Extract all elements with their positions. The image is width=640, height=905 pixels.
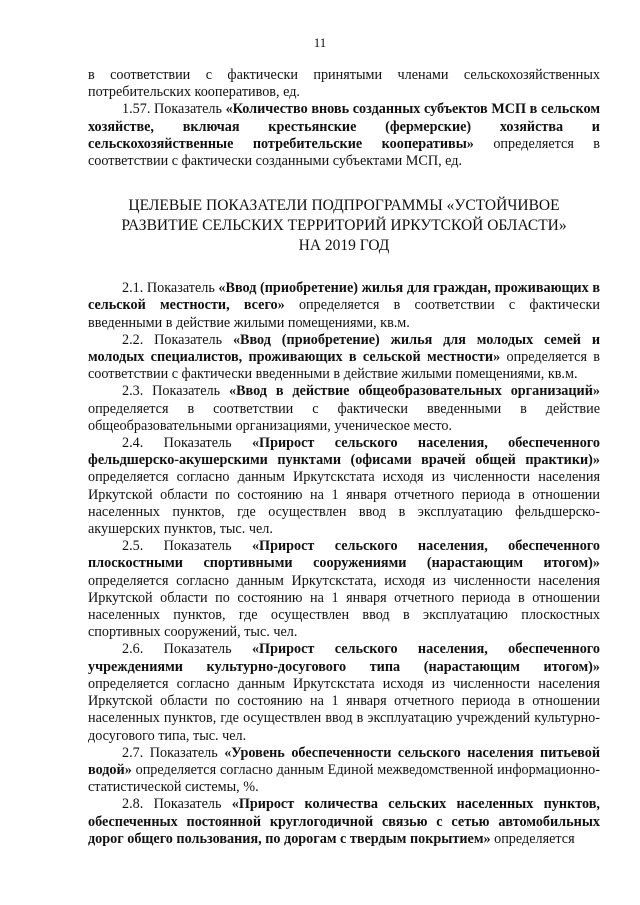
paragraph-suffix: определяется согласно данным Иркутскстата исходя из численности населения Иркутской области по состоянию на 1 января отчетного периода в отношении населенных пунктов, где осуществлен ввод в эксплуатацию учреждений культурно-досугового типа, тыс. чел. (88, 675, 600, 744)
indicator-name: «Ввод (приобретение) жилья для молодых семей и молодых специалистов, проживающих в сельской местности» (88, 331, 600, 366)
paragraph-suffix: определяется в соответствии с фактически введенными в действие жилыми помещениями, кв.м. (88, 349, 600, 383)
continuation-paragraph: в соответствии с фактически принятыми членами сельскохозяйственных потребительских кооперативов, ед. (88, 67, 600, 101)
heading-line-3: НА 2019 ГОД (298, 237, 390, 255)
indicator-paragraph-2-3 (88, 383, 600, 435)
indicator-paragraph-2-7 (88, 745, 600, 797)
paragraph-prefix: 2.3. Показатель (122, 383, 229, 400)
indicator-paragraph-2-5 (88, 538, 600, 641)
indicator-name: «Количество вновь созданных субъектов МСП в сельском хозяйстве, включая крестьянские (фермерские) хозяйства и сельскохозяйственные потребительские кооперативы» (88, 101, 600, 152)
heading-line-1: ЦЕЛЕВЫЕ ПОКАЗАТЕЛИ ПОДПРОГРАММЫ «УСТОЙЧИВОЕ (128, 197, 560, 215)
paragraph-prefix: 1.57. Показатель (122, 101, 226, 118)
paragraph-suffix: определяется согласно данным Единой межведомственной информационно-статистической системы, %. (88, 761, 600, 796)
paragraph-suffix: определяется в соответствии с фактически введенными в действие жилыми помещениями, кв.м. (88, 297, 600, 331)
paragraph-suffix: определяется согласно данным Иркутскстата, исходя из численности населения Иркутской области по состоянию на 1 января отчетного периода в отношении населенных пунктов, где осуществлен ввод в эксплуатацию плоскостных спортивных сооружений, тыс. чел. (88, 572, 600, 641)
paragraph-prefix: 2.2. Показатель (122, 331, 233, 348)
paragraph-suffix: определяется в соответствии с фактически введенными в действие общеобразовательными организациями, ученическое место. (88, 400, 600, 434)
indicator-paragraph-2-8 (88, 796, 600, 848)
indicator-paragraph-2-2 (88, 332, 600, 384)
paragraph-prefix: 2.8. Показатель (122, 796, 232, 813)
paragraph-prefix: 2.7. Показатель (122, 744, 225, 761)
indicator-name: «Прирост сельского населения, обеспеченного фельдшерско-акушерскими пунктами (офисами врачей общей практики)» (88, 435, 600, 469)
indicator-name: «Прирост сельского населения, обеспеченного плоскостными спортивными сооружениями (нарастающим итогом)» (88, 538, 600, 572)
paragraph-prefix: 2.6. Показатель (122, 641, 252, 658)
paragraph-1-57 (88, 101, 600, 170)
indicator-name: «Ввод (приобретение) жилья для граждан, проживающих в сельской местности, всего» (88, 280, 600, 314)
paragraph-prefix: 2.1. Показатель (122, 280, 219, 297)
indicator-paragraph-2-4 (88, 435, 600, 538)
section-heading (88, 196, 600, 256)
paragraph-suffix: определяется согласно данным Иркутскстата исходя из численности населения Иркутской области по состоянию на 1 января отчетного периода в отношении населенных пунктов, где осуществлен ввод в эксплуатацию фельдшерско-акушерских пунктов, тыс. чел. (88, 469, 600, 538)
paragraph-suffix: определяется (490, 830, 575, 847)
page-number: 11 (313, 35, 327, 50)
paragraph-prefix: 2.4. Показатель (122, 435, 252, 452)
paragraph-suffix: определяется в соответствии с фактически созданными субъектами МСП, ед. (88, 135, 600, 170)
paragraph-prefix: 2.5. Показатель (122, 538, 252, 555)
indicator-name: «Прирост сельского населения, обеспеченного учреждениями культурно-досугового типа (нарастающим итогом)» (88, 641, 600, 675)
indicator-name: «Уровень обеспеченности сельского населения питьевой водой» (88, 744, 600, 778)
indicator-name: «Ввод в действие общеобразовательных организаций» (228, 383, 600, 400)
indicator-paragraph-2-1 (88, 280, 600, 332)
indicator-paragraph-2-6 (88, 641, 600, 744)
heading-line-2: РАЗВИТИЕ СЕЛЬСКИХ ТЕРРИТОРИЙ ИРКУТСКОЙ ОБЛАСТИ» (121, 217, 567, 235)
indicator-name: «Прирост количества сельских населенных пунктов, обеспеченных постоянной круглогодичной связью с сетью автомобильных дорог общего пользования, по дорогам с твердым покрытием» (88, 796, 600, 847)
document-body (88, 67, 600, 848)
